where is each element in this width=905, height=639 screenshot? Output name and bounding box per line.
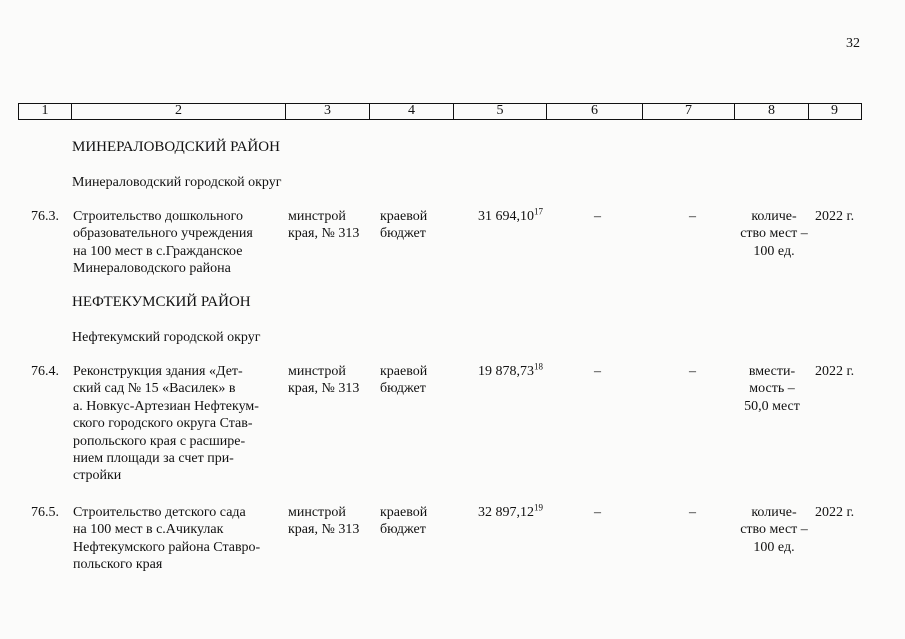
header-col-5: 5 bbox=[454, 104, 547, 119]
desc-line: польского края bbox=[73, 557, 163, 573]
row-year: 2022 г. bbox=[815, 505, 855, 520]
header-col-8: 8 bbox=[735, 104, 809, 119]
row-amount bbox=[478, 504, 543, 521]
header-col-2: 2 bbox=[72, 104, 286, 119]
header-col-9: 9 bbox=[831, 103, 838, 118]
row-executor bbox=[288, 504, 359, 539]
desc-line: Минераловодского района bbox=[73, 261, 231, 277]
desc-line: а. Новкус-Артезиан Нефтекум- bbox=[73, 398, 259, 414]
source-line: бюджет bbox=[380, 381, 426, 397]
row-col6: – bbox=[594, 209, 601, 224]
source-line: бюджет bbox=[380, 522, 426, 538]
desc-line: нием площади за счет при- bbox=[73, 451, 234, 467]
footnote-mark: 18 bbox=[534, 361, 543, 372]
row-result bbox=[726, 504, 822, 556]
executor-line: минстрой bbox=[288, 364, 346, 379]
row-col6: – bbox=[594, 505, 601, 520]
desc-line: на 100 мест в с.Ачикулак bbox=[73, 522, 224, 538]
source-line: краевой bbox=[380, 209, 428, 224]
desc-line: стройки bbox=[73, 468, 122, 484]
row-col7: – bbox=[689, 364, 696, 379]
amount-value: 19 878,73 bbox=[478, 364, 534, 379]
row-source bbox=[380, 363, 427, 398]
source-line: краевой bbox=[380, 364, 428, 379]
footnote-mark: 17 bbox=[534, 206, 543, 217]
district-heading: МИНЕРАЛОВОДСКИЙ РАЙОН bbox=[72, 139, 280, 155]
header-col-4: 4 bbox=[370, 104, 454, 119]
desc-line: ского городского округа Став- bbox=[73, 416, 253, 432]
executor-line: края, № 313 bbox=[288, 381, 360, 397]
row-description bbox=[73, 504, 283, 574]
header-col-1: 1 bbox=[19, 104, 72, 119]
executor-line: края, № 313 bbox=[288, 226, 360, 242]
row-col7: – bbox=[689, 505, 696, 520]
row-amount bbox=[478, 208, 543, 225]
row-result bbox=[726, 208, 822, 260]
row-source bbox=[380, 208, 427, 243]
source-line: краевой bbox=[380, 505, 428, 520]
desc-line: ский сад № 15 «Василек» в bbox=[73, 381, 236, 397]
header-col-7: 7 bbox=[643, 104, 735, 119]
row-col6: – bbox=[594, 364, 601, 379]
desc-line: Нефтекумского района Ставро- bbox=[73, 539, 261, 555]
amount-value: 32 897,12 bbox=[478, 505, 534, 520]
row-result bbox=[722, 363, 822, 415]
row-year: 2022 г. bbox=[815, 364, 855, 379]
result-line: 50,0 мест bbox=[744, 398, 800, 414]
source-line: бюджет bbox=[380, 226, 426, 242]
row-number: 76.3. bbox=[31, 209, 59, 224]
executor-line: минстрой bbox=[288, 505, 346, 520]
row-amount bbox=[478, 363, 543, 380]
row-executor bbox=[288, 208, 359, 243]
result-line: ство мест – bbox=[740, 522, 808, 538]
executor-line: минстрой bbox=[288, 209, 346, 224]
header-col-6: 6 bbox=[547, 104, 643, 119]
okrug-heading: Нефтекумский городской округ bbox=[72, 330, 261, 345]
table-header bbox=[18, 103, 862, 120]
row-executor bbox=[288, 363, 359, 398]
row-number: 76.5. bbox=[31, 505, 59, 520]
amount-value: 31 694,10 bbox=[478, 209, 534, 224]
row-description bbox=[73, 363, 283, 485]
result-line: 100 ед. bbox=[753, 539, 795, 555]
footnote-mark: 19 bbox=[534, 502, 543, 513]
district-heading: НЕФТЕКУМСКИЙ РАЙОН bbox=[72, 294, 251, 310]
row-description bbox=[73, 208, 283, 278]
result-line: ство мест – bbox=[740, 226, 808, 242]
desc-line: Строительство детского сада bbox=[73, 505, 246, 520]
page-number: 32 bbox=[846, 36, 860, 51]
result-line: 100 ед. bbox=[753, 243, 795, 259]
desc-line: образовательного учреждения bbox=[73, 226, 253, 242]
desc-line: Реконструкция здания «Дет- bbox=[73, 364, 243, 379]
okrug-heading: Минераловодский городской округ bbox=[72, 175, 282, 190]
header-col-3: 3 bbox=[286, 104, 370, 119]
result-line: количе- bbox=[751, 209, 797, 224]
result-line: количе- bbox=[751, 505, 797, 520]
row-year: 2022 г. bbox=[815, 209, 855, 224]
desc-line: Строительство дошкольного bbox=[73, 209, 244, 224]
result-line: вмести- bbox=[748, 364, 796, 379]
row-source bbox=[380, 504, 427, 539]
row-col7: – bbox=[689, 209, 696, 224]
desc-line: ропольского края с расшире- bbox=[73, 433, 246, 449]
result-line: мость – bbox=[749, 381, 795, 397]
executor-line: края, № 313 bbox=[288, 522, 360, 538]
desc-line: на 100 мест в с.Гражданское bbox=[73, 243, 243, 259]
row-number: 76.4. bbox=[31, 364, 59, 379]
